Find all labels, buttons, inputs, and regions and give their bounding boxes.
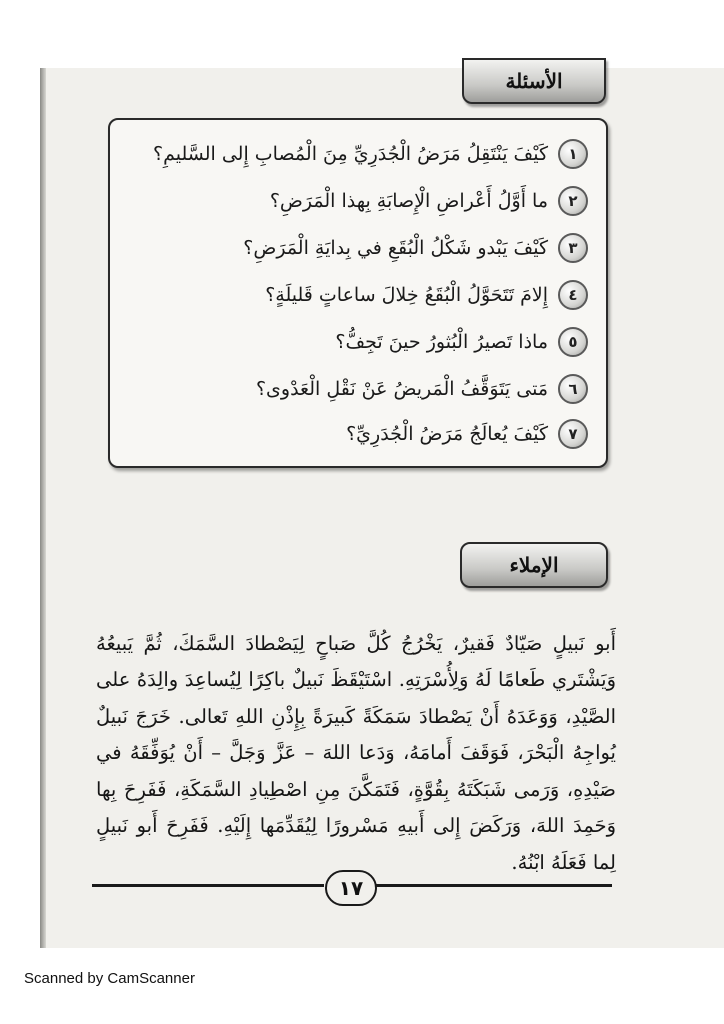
question-item <box>335 322 588 362</box>
question-number-badge: ٦ <box>558 374 588 404</box>
question-item <box>256 369 588 409</box>
question-number-badge: ٤ <box>558 280 588 310</box>
dictation-paragraph: أَبو نَبيلٍ صَيّادٌ فَقيرٌ، يَخْرُجُ كُلَّ صَباحٍ لِيَصْطادَ السَّمَكَ، ثُمَّ يَبيعُهُ وَيَشْتَري طَعامًا لَهُ وَلِأُسْرَتِهِ. اسْتَيْقَظَ نَبيلٌ باكِرًا لِيُساعِدَ والِدَهُ على الصَّيْدِ، وَوَعَدَهُ أَنْ يَصْطادَ سَمَكَةً كَبيرَةً بِإِذْنِ اللهِ تَعالى. خَرَجَ نَبيلٌ يُواجِهُ الْبَحْرَ، فَوَقَفَ أَمامَهُ، وَدَعا اللهَ – عَزَّ وَجَلَّ – أَنْ يُوَفِّقَهُ في صَيْدِهِ، وَرَمى شَبَكَتَهُ بِقُوَّةٍ، فَتَمَكَّنَ مِنِ اصْطِيادِ السَّمَكَةِ، فَفَرِحَ بِها وَحَمِدَ اللهَ، وَرَكَضَ إِلى أَبيهِ مَسْرورًا لِيُقَدِّمَها إِلَيْهِ. فَفَرِحَ أَبو نَبيلٍ لِما فَعَلَهُ ابْنُهُ. <box>96 631 616 874</box>
page-number: ١٧ <box>325 870 377 906</box>
footer-rule-left <box>92 884 324 887</box>
question-item <box>265 275 588 315</box>
question-number-badge: ٢ <box>558 186 588 216</box>
question-text: إِلامَ تَتَحَوَّلُ الْبُقَعُ خِلالَ ساعاتٍ قَليلَةٍ؟ <box>265 284 548 306</box>
question-text: ماذا تَصيرُ الْبُثورُ حينَ تَجِفُّ؟ <box>335 331 548 353</box>
question-text: مَتى يَتَوَقَّفُ الْمَريضُ عَنْ نَقْلِ الْعَدْوى؟ <box>255 378 548 400</box>
dictation-heading: الإملاء <box>460 542 608 588</box>
question-text: كَيْفَ يَنْتَقِلُ مَرَضُ الْجُدَرِيِّ مِنَ الْمُصابِ إِلى السَّليمِ؟ <box>153 143 548 165</box>
question-item <box>243 228 588 268</box>
footer-rule-right <box>376 884 612 887</box>
question-number-badge: ٥ <box>558 327 588 357</box>
question-text: كَيْفَ يُعالَجُ مَرَضُ الْجُدَرِيِّ؟ <box>346 423 548 445</box>
question-number-badge: ٧ <box>558 419 588 449</box>
question-number-badge: ١ <box>558 139 588 169</box>
questions-heading: الأسئلة <box>462 58 606 104</box>
question-text: ما أَوَّلُ أَعْراضِ الْإِصابَةِ بِهذا الْمَرَضِ؟ <box>269 190 548 212</box>
question-item <box>346 414 588 454</box>
page-edge-shadow <box>40 68 46 948</box>
scanner-watermark: Scanned by CamScanner <box>24 970 195 987</box>
question-item <box>270 181 588 221</box>
question-text: كَيْفَ يَبْدو شَكْلُ الْبُقَعِ في بِدايَةِ الْمَرَضِ؟ <box>243 237 548 259</box>
question-item <box>153 134 588 174</box>
question-number-badge: ٣ <box>558 233 588 263</box>
questions-box <box>108 118 608 468</box>
